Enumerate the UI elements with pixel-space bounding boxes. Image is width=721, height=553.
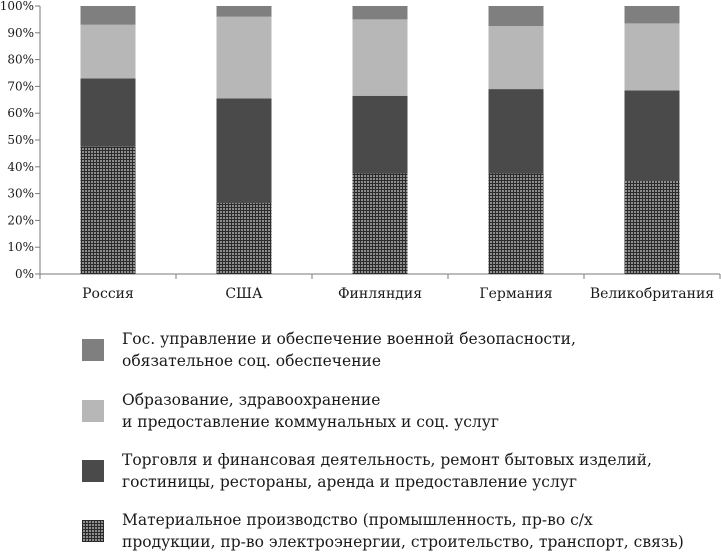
legend-label-trade (122, 449, 718, 493)
y-tick-label: 30% (7, 186, 34, 201)
legend-label-gov (122, 328, 718, 372)
y-tick-label: 80% (7, 52, 34, 67)
bar-segment-education (217, 17, 272, 99)
legend-line: продукции, пр-во электроэнергии, строительство, транспорт, связь) (122, 533, 684, 551)
legend-line: Образование, здравоохранение (122, 391, 381, 409)
x-axis (40, 274, 720, 302)
bar-segment-trade (81, 78, 136, 146)
legend-label-material (122, 509, 718, 553)
category-label: Великобритания (589, 286, 715, 302)
y-tick-label: 40% (7, 159, 34, 174)
category-label: США (225, 286, 263, 302)
bar-segment-trade (353, 96, 408, 174)
bar-segment-trade (217, 98, 272, 203)
bar-segment-gov (353, 6, 408, 19)
legend-swatch-gov (82, 339, 104, 361)
legend-swatch-material (82, 520, 104, 542)
bar-segment-gov (217, 6, 272, 17)
bar-segment-trade (489, 89, 544, 173)
legend-label-education (122, 389, 718, 433)
y-axis (0, 0, 40, 281)
legend-line: обязательное соц. обеспечение (122, 352, 382, 370)
bar-segment-gov (81, 6, 136, 25)
category-label: Финляндия (337, 286, 423, 302)
legend-line: Гос. управление и обеспечение военной безопасности, (122, 330, 576, 348)
legend-line: и предоставление коммунальных и соц. услуг (122, 413, 499, 431)
bar-segment-gov (489, 6, 544, 26)
bar-segment-education (353, 19, 408, 95)
y-tick-label: 50% (7, 133, 34, 147)
bar-segment-gov (625, 6, 680, 23)
bar-segment-material (353, 174, 408, 275)
legend-line: Материальное производство (промышленность, пр-во с/х (122, 511, 593, 529)
bar-segment-trade (625, 90, 680, 180)
bar-segment-education (489, 26, 544, 89)
bars (81, 6, 680, 274)
y-tick-label: 0% (14, 267, 34, 281)
legend-line: Торговля и финансовая деятельность, ремонт бытовых изделий, (122, 451, 652, 469)
category-label: Россия (82, 286, 134, 302)
bar-segment-education (625, 23, 680, 90)
category-label: Германия (479, 286, 553, 302)
y-tick-label: 10% (7, 240, 34, 255)
bar-segment-material (489, 174, 544, 275)
bar-segment-education (81, 25, 136, 79)
legend-swatch-trade (82, 460, 104, 482)
y-tick-label: 90% (7, 25, 34, 40)
bar-segment-material (625, 180, 680, 274)
y-tick-label: 70% (7, 79, 34, 94)
bar-segment-material (217, 203, 272, 274)
y-tick-label: 20% (7, 213, 34, 228)
y-tick-label: 100% (0, 0, 34, 13)
legend-swatch-education (82, 400, 104, 422)
y-tick-label: 60% (7, 106, 34, 121)
bar-segment-material (81, 147, 136, 274)
legend-line: гостиницы, рестораны, аренда и предоставление услуг (122, 473, 578, 491)
